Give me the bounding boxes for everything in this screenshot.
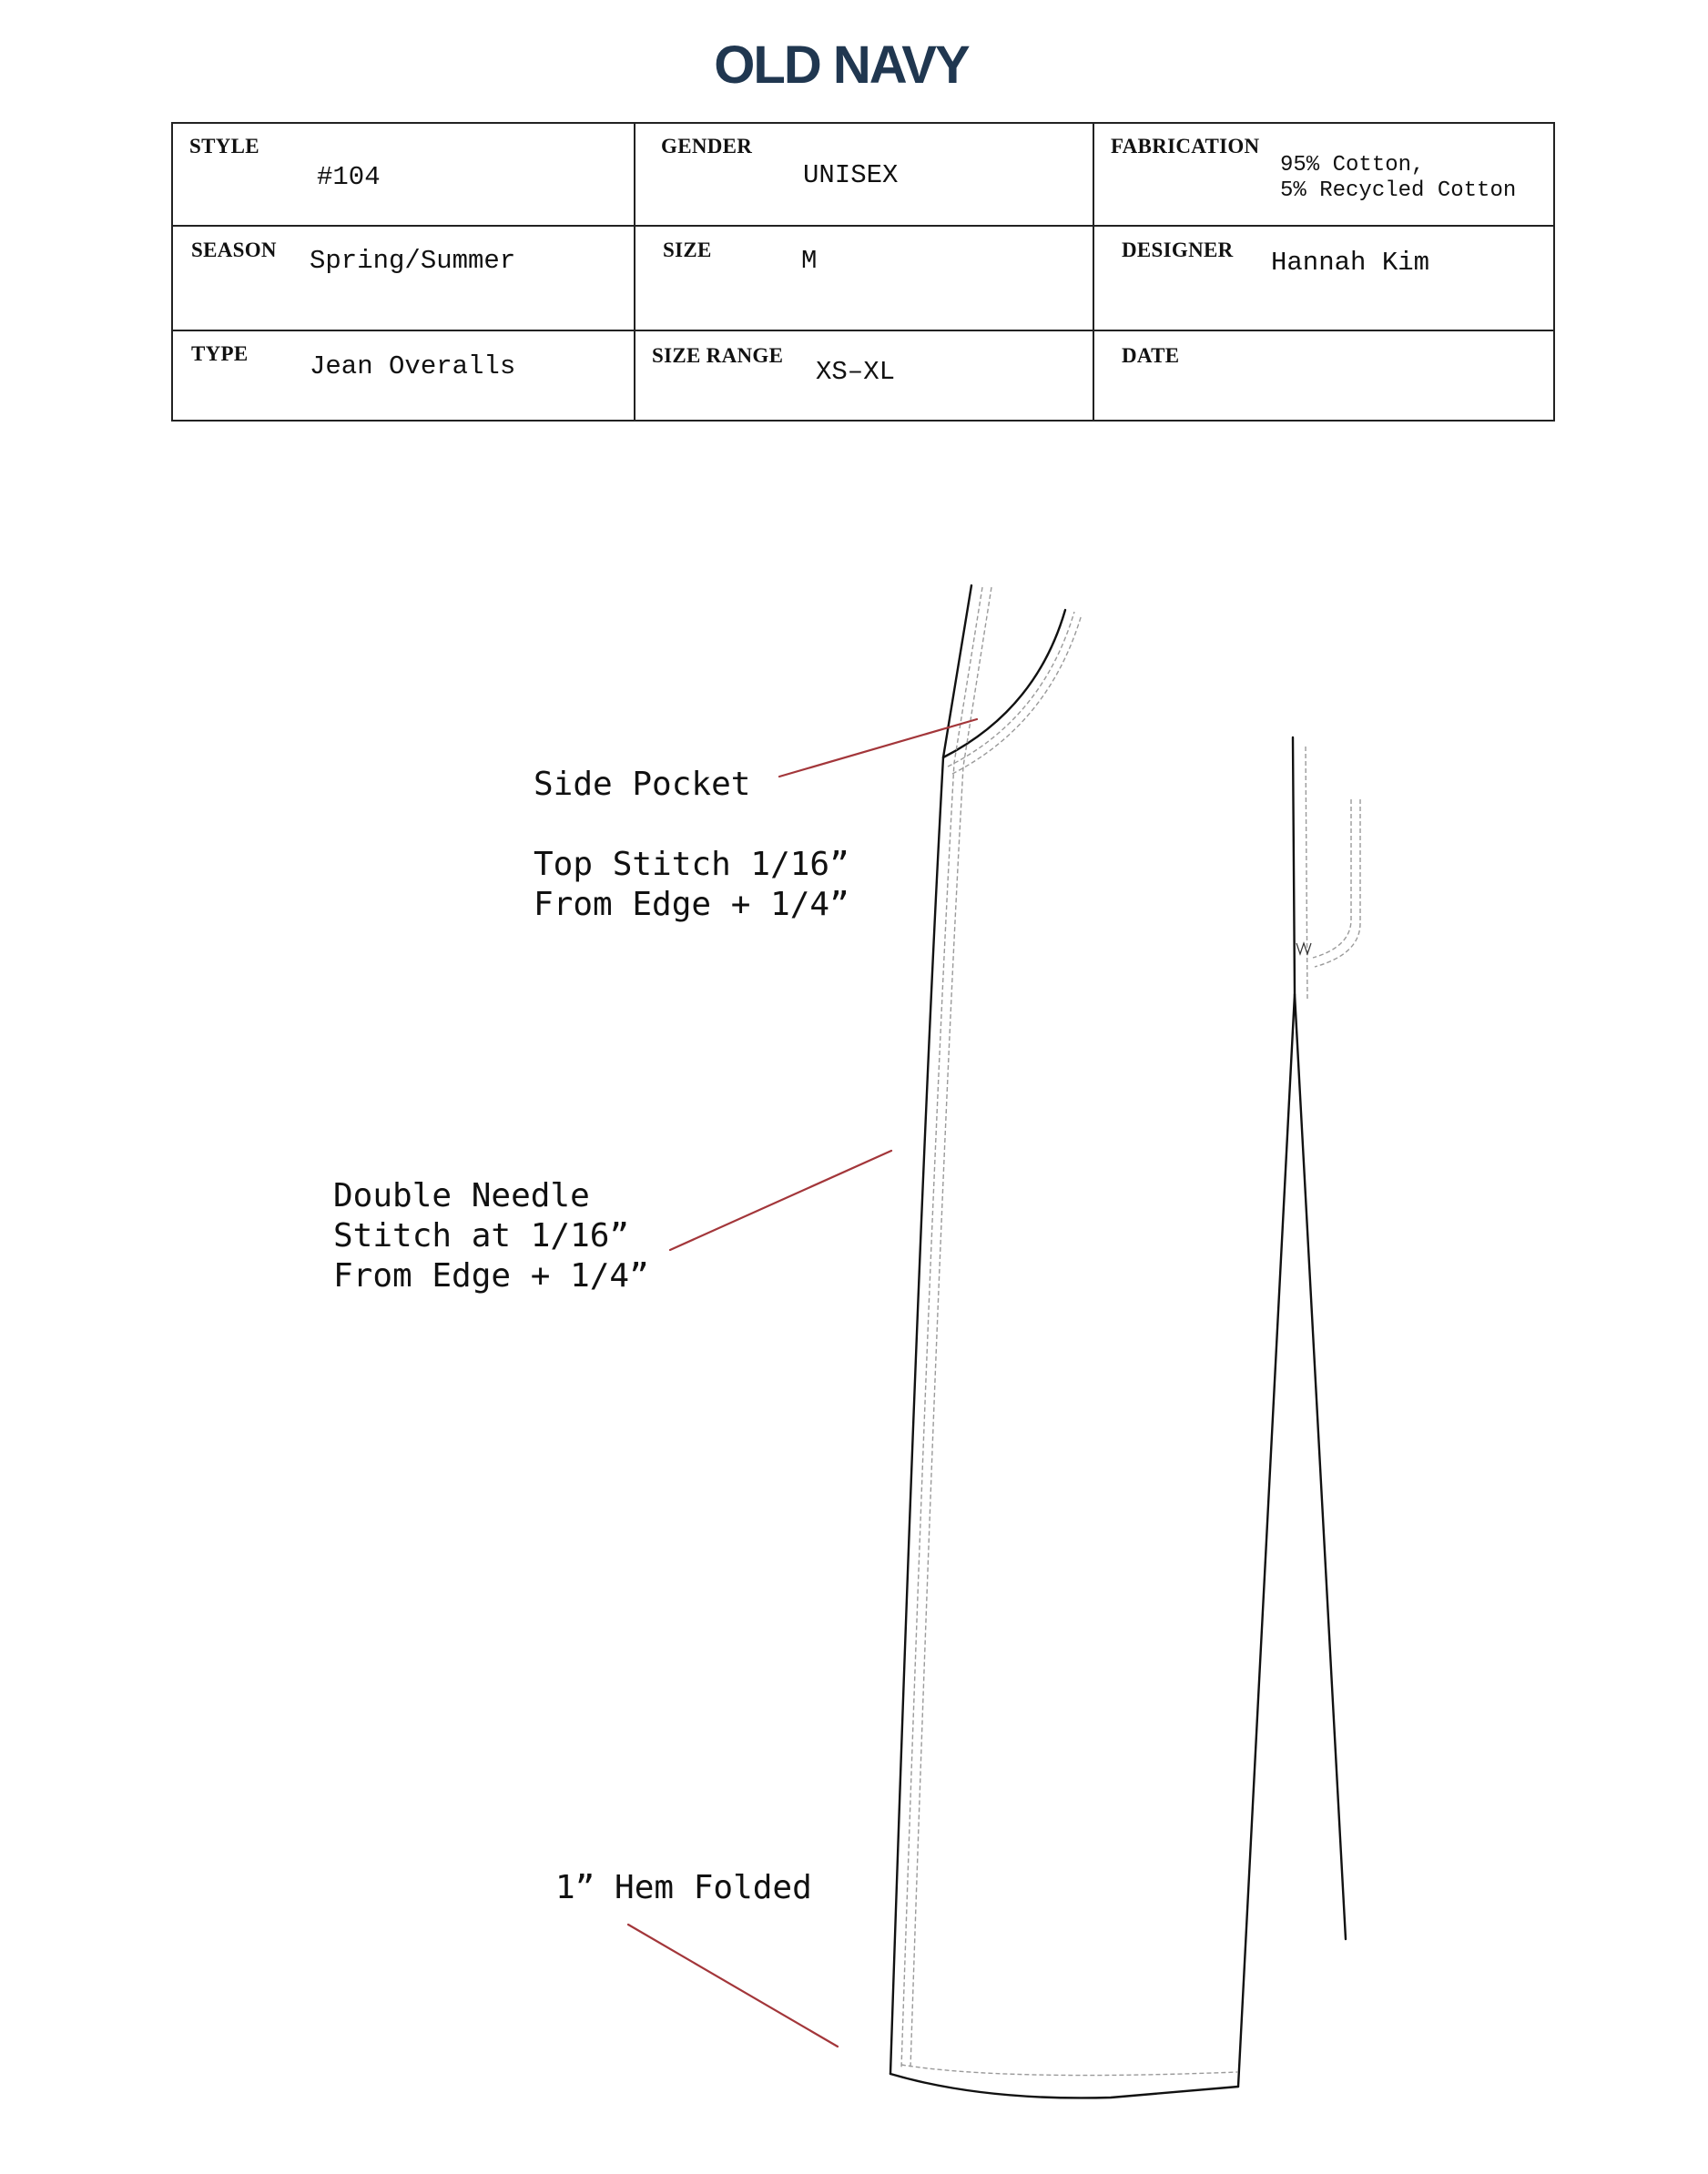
hem-bottom-edge: [890, 2074, 1238, 2098]
bartack-icon: [1296, 943, 1311, 954]
fabrication-value-line2: 5% Recycled Cotton: [1280, 178, 1517, 203]
double-needle-callout-line3: From Edge + 1/4”: [333, 1257, 649, 1295]
size-label: SIZE: [663, 239, 712, 261]
back-leg-edge: [1293, 737, 1346, 1939]
hem-leader-line: [628, 1925, 838, 2047]
designer-label: DESIGNER: [1122, 239, 1234, 261]
stitch-line: [910, 587, 991, 2068]
season-value: Spring/Summer: [310, 246, 516, 276]
side-pocket-edge: [943, 610, 1065, 757]
size-range-label: SIZE RANGE: [652, 344, 784, 367]
brand-logo: OLD NAVY: [714, 36, 969, 95]
top-stitch-callout-line2: From Edge + 1/4”: [534, 886, 849, 923]
side-pocket-leader-line: [779, 719, 977, 777]
side-pocket-callout: Side Pocket: [534, 766, 751, 803]
type-label: TYPE: [191, 342, 249, 365]
gender-value: UNISEX: [803, 160, 899, 190]
type-value: Jean Overalls: [310, 351, 516, 381]
date-label: DATE: [1122, 344, 1180, 367]
size-range-value: XS–XL: [816, 357, 896, 387]
stitch-line: [1313, 799, 1351, 958]
leg-inner-seam: [1238, 994, 1295, 2087]
stitch-line: [1306, 747, 1307, 1001]
double-needle-leader-line: [670, 1151, 891, 1250]
designer-value: Hannah Kim: [1271, 248, 1430, 278]
stitch-line: [901, 587, 982, 2068]
size-value: M: [801, 246, 818, 276]
hem-callout: 1” Hem Folded: [555, 1869, 812, 1906]
stitch-line: [901, 2065, 1238, 2076]
top-stitch-callout-line1: Top Stitch 1/16”: [534, 846, 849, 883]
leg-outer-seam: [890, 585, 971, 2074]
season-label: SEASON: [191, 239, 277, 261]
style-value: #104: [317, 162, 381, 192]
double-needle-callout-line2: Stitch at 1/16”: [333, 1217, 630, 1255]
fabrication-value-line1: 95% Cotton,: [1280, 153, 1425, 178]
stitch-line: [1315, 799, 1360, 967]
gender-label: GENDER: [661, 135, 753, 157]
double-needle-callout-line1: Double Needle: [333, 1177, 590, 1214]
style-label: STYLE: [189, 135, 259, 157]
fabrication-label: FABRICATION: [1111, 135, 1260, 157]
stitch-line: [952, 615, 1082, 774]
